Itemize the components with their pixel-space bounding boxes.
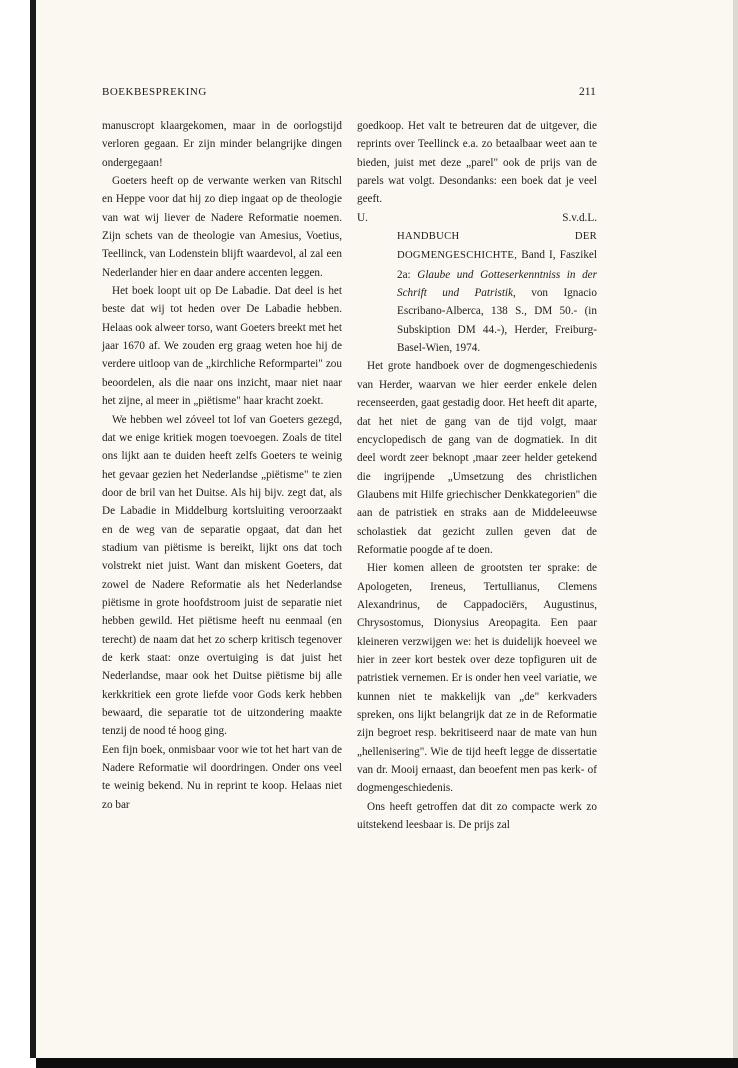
review-band: Band I, Faszikel 2a: (397, 249, 597, 281)
running-head: BOEKBESPREKING (102, 86, 207, 98)
review-title: HANDBUCH DER DOGMENGESCHICHTE, (397, 231, 597, 262)
review-heading (357, 227, 597, 357)
page-number: 211 (579, 86, 596, 98)
paragraph: Het boek loopt uit op De Labadie. Dat deel is het beste dat wij tot heden over De Labadie hebben. Helaas ook alweer torso, want Goeters breekt met het jaar 1670 af. We zouden erg graag weten hoe hij de verdere uitloop van de „kirchliche Reformpartei" zou beoordelen, als die naar ons inzicht, maar niet naar het zijne, al meer in „piëtisme" haar kracht zoekt. (102, 285, 342, 408)
page-right-edge (733, 0, 738, 1058)
review-bibliographic-details: von Ignacio Escribano-Alberca, 138 S., DM 50.- (in Subskiption DM 44.-), Herder, Freiburg-Basel-Wien, 1974. (397, 287, 597, 355)
reviewer-signature: S.v.d.L. (562, 211, 597, 224)
paragraph: Ons heeft getroffen dat dit zo compacte werk zo uitstekend leesbaar is. De prijs zal (357, 800, 597, 832)
paragraph: manuscropt klaargekomen, maar in de oorlogstijd verloren gegaan. Er zijn minder belangrijke dingen ondergegaan! (102, 120, 342, 169)
paragraph: Hier komen alleen de grootsten ter sprake: de Apologeten, Ireneus, Tertullianus, Clemens Alexandrinus, de Cappadociërs, Augustinus, Chrysostomus, Dionysius Areopagita. Een paar kleineren verzwijgen we: het is duidelijk hoeveel we hier in zeer kort bestek over deze topfiguren uit de patristiek vernemen. Er is onder hen veel variatie, we kunnen niet te makkelijk van „de" kerkvaders spreken, ons lijkt belangrijk dat ze in de Reformatie zijn begroet resp. bekritiseerd naar de mate van hun „hellenisering". Wie de tijd heeft legge de dissertatie van dr. Mooij ernaast, dan beoefent men pas kerk- of dogmengeschiedenis. (357, 562, 597, 795)
signature-initial: U. (357, 211, 368, 224)
paragraph: Een fijn boek, onmisbaar voor wie tot het hart van de Nadere Reformatie wil doordringen. Onder ons veel te weinig bekend. Nu in reprint te koop. Helaas niet zo bar (102, 743, 342, 811)
paragraph: Het grote handboek over de dogmengeschiedenis van Herder, waarvan we hier eerder enkele delen recenseerden, gaat gestadig door. Het heeft dit aparte, dat het niet de gang van de tijd volgt, maar encyclopedisch de gang van de dogmatiek. In dit deel wordt zeer beknopt ,maar zeer helder getekend die ingrijpende „Umsetzung des christlichen Glaubens mit Hilfe griechischer Denkkategorien" die aan de patristiek en straks aan de Middeleeuwse scholastiek dat gezicht zullen geven dat de Reformatie poogde af te doen. (357, 360, 597, 556)
paragraph: goedkoop. Het valt te betreuren dat de uitgever, die reprints over Teellinck e.a. zo betaalbaar weet aan te bieden, juist met deze „parel" ook de prijs van de parels wat volgt. Desondanks: een boek dat je veel geeft. (357, 120, 597, 206)
paragraph: We hebben wel zóveel tot lof van Goeters gezegd, dat we enige kritiek mogen toevoegen. Zoals de titel ons lijkt aan te duiden heeft zelfs Goeters te weinig het gevaar gezien het Nederlandse „piëtisme" te zien door de bril van het Duitse. Als hij bijv. zegt dat, als De Labadie in Middelburg kortsluiting veroorzaakt en de weg van de separatie opgaat, dat dan het stadium van piëtisme is bereikt, lijkt ons dat toch volstrekt niet juist. Want dan miskent Goeters, dat zowel de Nadere Reformatie als het Nederlandse piëtisme in grote hoofdstroom juist de separatie niet hebben gewild. Het piëtisme heeft nu eenmaal (en terecht) de naam dat het zo scherp kritisch tegenover de kerk staat: onze overtuiging is dat juist het Nederlandse, maar ook het Duitse piëtisme bij alle kerkkritiek een grote liefde voor Gods kerk hebben bewaard, die separatie tot de uitzondering maakte tenzij de nood té hoog ging. (102, 413, 342, 738)
left-column (102, 117, 342, 814)
page-bottom-edge (36, 1058, 738, 1068)
review-subtitle: Glaube und Gotteserkenntniss in der Schrift und Patristik, (397, 268, 597, 300)
right-column (357, 117, 597, 834)
paragraph: Goeters heeft op de verwante werken van Ritschl en Heppe voor dat hij zo diep ingaat op de theologie van wat wij liever de Nadere Reformatie noemen. Zijn schets van de theologie van Amesius, Voetius, Teellinck, van Lodenstein blijft waardevol, al zal een Nederlander hier en daar andere accenten leggen. (102, 175, 342, 279)
signature-line (357, 209, 597, 227)
